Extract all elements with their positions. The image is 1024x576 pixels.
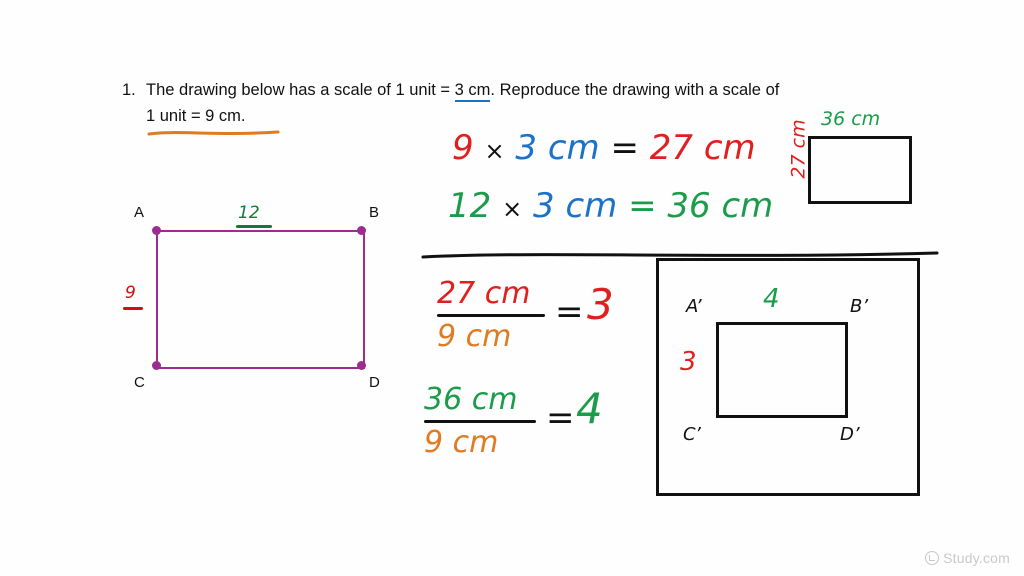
vertex-label-c-prime: C’ <box>683 424 701 445</box>
study-logo-icon <box>925 551 939 565</box>
small-rectangle <box>808 136 912 204</box>
reproduced-rectangle <box>716 322 848 418</box>
frac1-equals: = <box>555 292 584 332</box>
original-rectangle <box>156 230 365 369</box>
reproduced-drawing-figure <box>650 252 925 497</box>
fraction-one <box>437 276 614 354</box>
frac1-bar <box>437 314 545 317</box>
problem-number: 1. <box>122 81 136 99</box>
vertex-dot-c <box>152 361 161 370</box>
eq2-unit: 3 cm <box>533 186 618 226</box>
vertex-dot-a <box>152 226 161 235</box>
eq2-result: 36 cm <box>667 186 774 226</box>
vertex-dot-d <box>357 361 366 370</box>
vertex-label-d-prime: D’ <box>840 424 860 445</box>
original-drawing-figure <box>120 195 410 415</box>
eq1-times-symbol: × <box>484 137 505 165</box>
eq1-factor: 9 <box>452 128 474 168</box>
equation-two <box>448 186 773 226</box>
eq2-factor: 12 <box>448 186 492 226</box>
fraction-two <box>424 382 603 460</box>
eq1-result: 27 cm <box>649 128 756 168</box>
watermark-text: Study.com <box>943 550 1010 566</box>
vertex-dot-b <box>357 226 366 235</box>
frac2-numerator: 36 cm <box>424 382 518 417</box>
watermark <box>925 550 1010 566</box>
eq2-equals: = <box>628 186 657 226</box>
frac2-result: 4 <box>576 384 603 433</box>
small-rect-top-label: 36 cm <box>821 108 881 130</box>
small-rect-left-label: 27 cm <box>787 119 810 179</box>
reproduced-side-length-label: 3 <box>680 347 697 377</box>
orange-underline-annotation <box>147 129 280 137</box>
reproduced-top-length-label: 4 <box>763 284 780 314</box>
frac1-denominator: 9 cm <box>437 319 512 354</box>
problem-text-part2: . Reproduce the drawing with a scale of <box>490 81 780 99</box>
equation-one <box>452 128 756 168</box>
left-side-length-label: 9 <box>125 283 136 303</box>
frac2-equals: = <box>546 398 575 438</box>
eq2-times-symbol: × <box>502 195 523 223</box>
vertex-label-b: B <box>369 204 380 221</box>
scaled-reference-figure <box>778 108 928 213</box>
vertex-label-b-prime: B’ <box>850 296 869 317</box>
top-side-length-underline <box>236 225 272 228</box>
problem-text-line2: 1 unit = 9 cm. <box>146 106 246 125</box>
eq1-equals: = <box>610 128 639 168</box>
left-side-length-underline <box>123 307 143 310</box>
vertex-label-c: C <box>134 374 145 391</box>
scale-highlight: 3 cm <box>455 81 491 102</box>
frac1-result: 3 <box>587 280 614 329</box>
frac2-denominator: 9 cm <box>424 425 499 460</box>
problem-text-part1: The drawing below has a scale of 1 unit = <box>146 81 455 99</box>
vertex-label-a: A <box>134 204 145 221</box>
eq1-unit: 3 cm <box>515 128 600 168</box>
top-side-length-label: 12 <box>238 203 260 223</box>
vertex-label-d: D <box>369 374 380 391</box>
vertex-label-a-prime: A’ <box>686 296 702 317</box>
frac1-numerator: 27 cm <box>437 276 531 311</box>
frac2-bar <box>424 420 536 423</box>
